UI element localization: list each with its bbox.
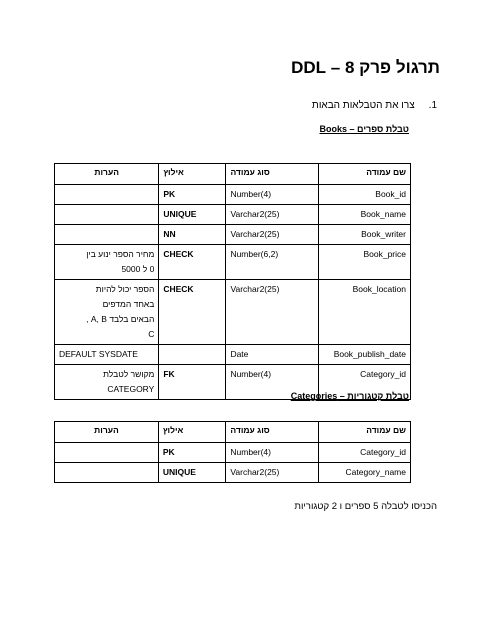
note-line: 0 ל 5000: [121, 264, 155, 274]
cell-column-name: Book_id: [318, 185, 410, 205]
table-row: [55, 205, 411, 225]
cell-constraint: PK: [158, 443, 226, 463]
table-row: [55, 443, 411, 463]
instruction: [312, 100, 437, 111]
cell-constraint: PK: [159, 185, 226, 205]
table-row: [55, 185, 411, 205]
categories-header-row: [55, 422, 411, 443]
table-row: [55, 245, 411, 280]
books-section-title: טבלת ספרים – Books: [319, 124, 409, 134]
cell-column-type: Number(6,2): [226, 245, 318, 280]
cell-notes: [55, 345, 159, 365]
note-line: C: [148, 329, 155, 339]
cell-notes: [55, 245, 159, 280]
note-line: מקושר לטבלת: [103, 369, 155, 379]
footer-instruction: הכניסו לטבלה 5 ספרים ו 2 קטגוריות: [294, 501, 437, 512]
table-row: [55, 463, 411, 483]
cell-constraint: UNIQUE: [158, 463, 226, 483]
cell-column-type: Date: [226, 345, 318, 365]
table-row: [55, 280, 411, 345]
header-column-type: סוג עמודה: [226, 164, 318, 185]
cell-column-type: Varchar2(25): [226, 205, 318, 225]
header-constraint: אילוץ: [159, 164, 226, 185]
note-line: CATEGORY: [107, 384, 155, 394]
cell-notes: [55, 365, 159, 400]
cell-column-type: Varchar2(25): [226, 463, 319, 483]
instruction-number: 1.: [428, 100, 437, 111]
cell-column-name: Book_price: [318, 245, 410, 280]
note-line: מחיר הספר ינוע בין: [86, 249, 155, 259]
cell-constraint: FK: [159, 365, 226, 400]
cell-constraint: CHECK: [159, 245, 226, 280]
header-column-name: שם עמודה: [319, 422, 411, 443]
categories-table: [54, 421, 411, 483]
cell-notes: [55, 463, 159, 483]
cell-notes: [55, 225, 159, 245]
cell-notes: [55, 205, 159, 225]
page-title: תרגול פרק 8 – DDL: [291, 58, 440, 77]
cell-constraint: CHECK: [159, 280, 226, 345]
cell-column-name: Category_name: [319, 463, 411, 483]
cell-constraint: [159, 345, 226, 365]
header-constraint: אילוץ: [158, 422, 226, 443]
cell-column-name: Book_writer: [318, 225, 410, 245]
cell-notes: [55, 443, 159, 463]
cell-column-type: Varchar2(25): [226, 280, 318, 345]
cell-column-name: Book_publish_date: [318, 345, 410, 365]
cell-column-type: Number(4): [226, 365, 318, 400]
cell-notes: [55, 185, 159, 205]
note-line: הספר יכול להיות: [95, 284, 155, 294]
books-table: [54, 163, 411, 400]
note-line: הבאים בלבד A, B ,: [86, 314, 155, 324]
books-header-row: [55, 164, 411, 185]
cell-constraint: NN: [159, 225, 226, 245]
cell-column-type: Varchar2(25): [226, 225, 318, 245]
cell-column-type: Number(4): [226, 185, 318, 205]
table-row: [55, 225, 411, 245]
header-notes: הערות: [55, 164, 159, 185]
cell-column-type: Number(4): [226, 443, 319, 463]
cell-notes: [55, 280, 159, 345]
cell-column-name: Category_id: [318, 365, 410, 400]
categories-section-title: טבלת קטגוריות – Categories: [290, 391, 409, 401]
instruction-text: צרו את הטבלאות הבאות: [311, 100, 415, 111]
cell-constraint: UNIQUE: [159, 205, 226, 225]
header-notes: הערות: [55, 422, 159, 443]
table-row: [55, 345, 411, 365]
cell-column-name: Book_location: [318, 280, 410, 345]
note-line: DEFAULT SYSDATE: [59, 349, 138, 359]
header-column-type: סוג עמודה: [226, 422, 319, 443]
cell-column-name: Book_name: [318, 205, 410, 225]
header-column-name: שם עמודה: [318, 164, 410, 185]
cell-column-name: Category_id: [319, 443, 411, 463]
note-line: באחד המדפים: [102, 299, 155, 309]
